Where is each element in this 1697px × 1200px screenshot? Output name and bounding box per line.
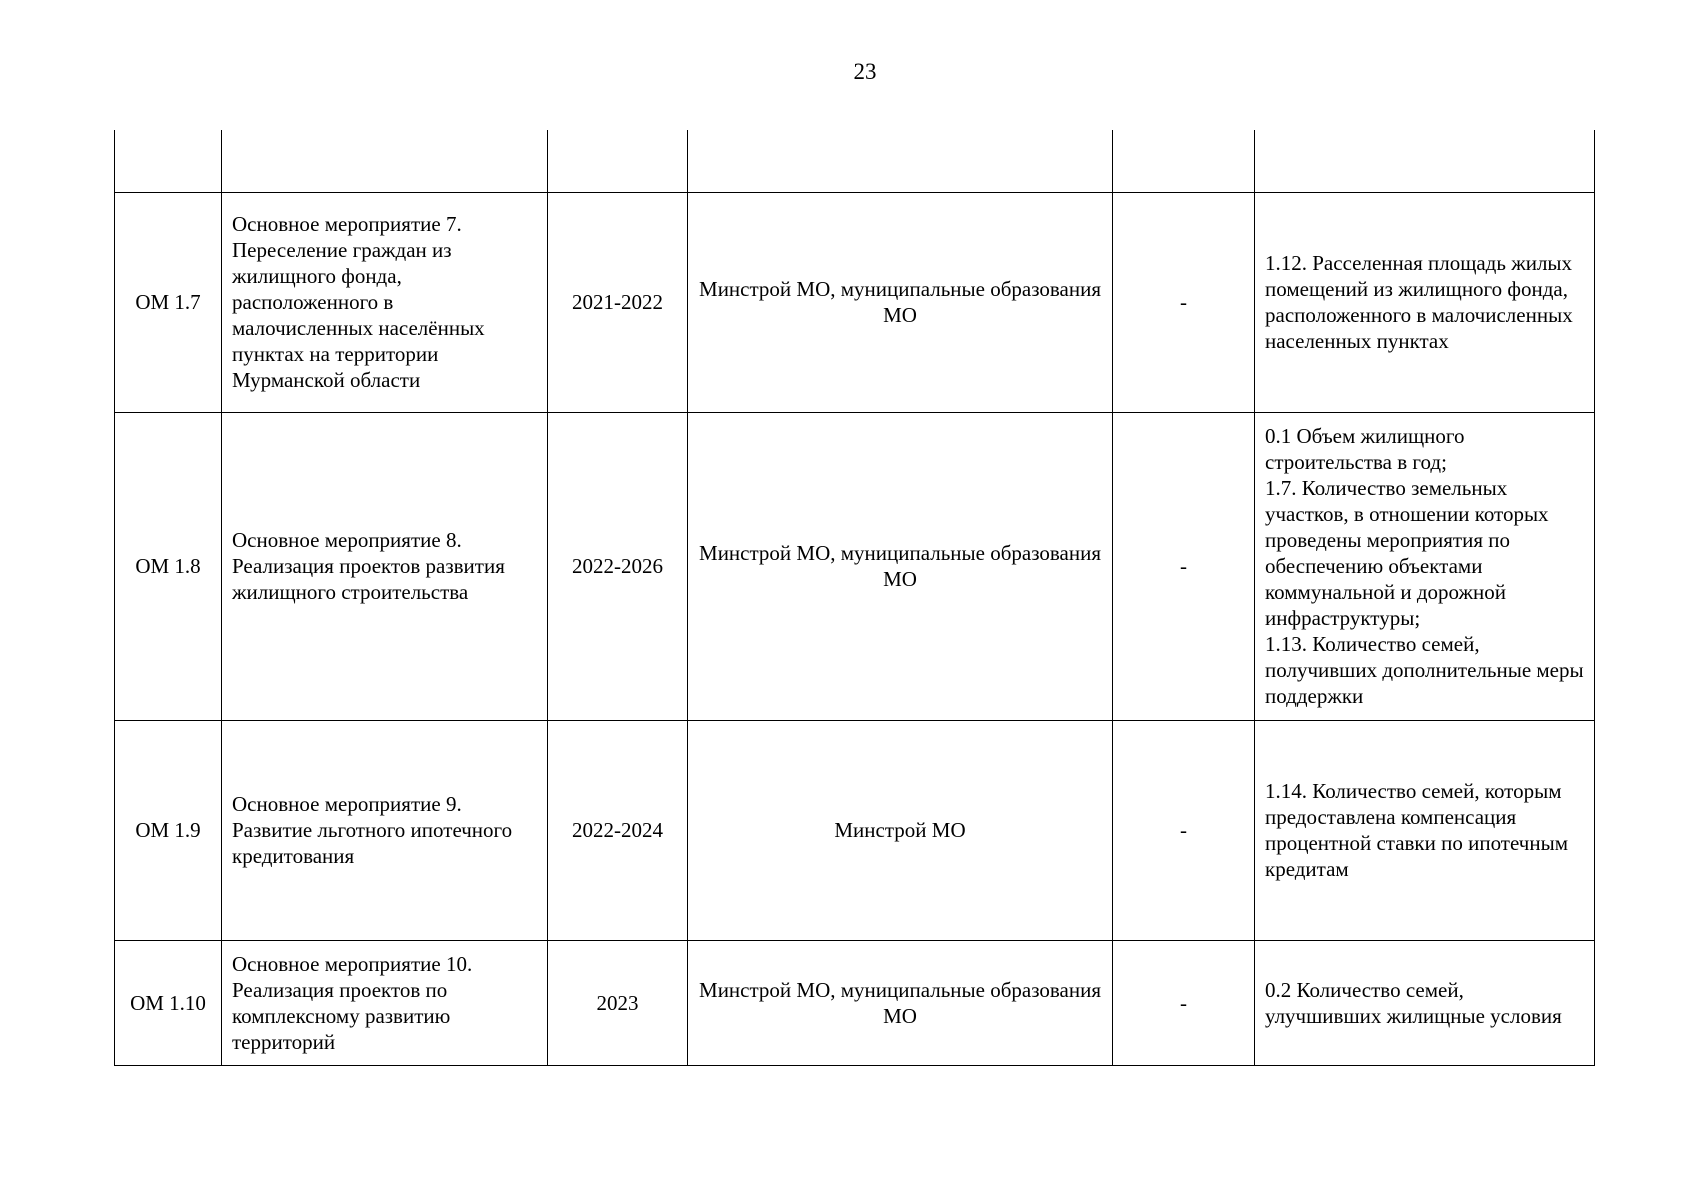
- measure-link: -: [1113, 720, 1255, 940]
- indicator-item: 1.12. Расселенная площадь жилых помещений из жилищного фонда, расположенного в малочисленных населенных пунктах: [1265, 251, 1573, 353]
- measure-code: ОМ 1.9: [115, 720, 222, 940]
- table-cell: [115, 130, 222, 192]
- table-cell: [1113, 130, 1255, 192]
- measure-link: -: [1113, 940, 1255, 1065]
- measures-table: [114, 130, 1595, 1066]
- measure-title: Основное мероприятие 7. Переселение граждан из жилищного фонда, расположенного в малочисленных населённых пунктах на территории Мурманской области: [222, 192, 548, 412]
- table-cell: [688, 130, 1113, 192]
- page-number: 23: [853, 59, 877, 84]
- measure-link: -: [1113, 412, 1255, 720]
- measure-period: 2022-2026: [548, 412, 688, 720]
- indicator-item: 0.1 Объем жилищного строительства в год;: [1265, 424, 1465, 474]
- measure-executor: Минстрой МО, муниципальные образования МО: [688, 940, 1113, 1065]
- measure-indicators: [1255, 720, 1595, 940]
- indicator-item: 1.7. Количество земельных участков, в отношении которых проведены мероприятия по обеспечению объектами коммунальной и дорожной инфраструктуры;: [1265, 476, 1549, 630]
- continuation-row: [115, 130, 1595, 192]
- measure-period: 2022-2024: [548, 720, 688, 940]
- table-row: [115, 192, 1595, 412]
- indicator-item: 0.2 Количество семей, улучшивших жилищные условия: [1265, 977, 1562, 1028]
- measure-executor: Минстрой МО, муниципальные образования МО: [688, 412, 1113, 720]
- table-row: [115, 940, 1595, 1065]
- measure-code: ОМ 1.8: [115, 412, 222, 720]
- measure-indicators: [1255, 192, 1595, 412]
- table-row: [115, 412, 1595, 720]
- measure-link: -: [1113, 192, 1255, 412]
- measure-title: Основное мероприятие 9. Развитие льготного ипотечного кредитования: [222, 720, 548, 940]
- table-row: [115, 720, 1595, 940]
- measure-executor: Минстрой МО, муниципальные образования МО: [688, 192, 1113, 412]
- indicator-item: 1.13. Количество семей, получивших дополнительные меры поддержки: [1265, 632, 1584, 708]
- measure-period: 2023: [548, 940, 688, 1065]
- measure-indicators: [1255, 412, 1595, 720]
- measure-code: ОМ 1.10: [115, 940, 222, 1065]
- table-cell: [222, 130, 548, 192]
- measure-title: Основное мероприятие 8. Реализация проектов развития жилищного строительства: [222, 412, 548, 720]
- measure-code: ОМ 1.7: [115, 192, 222, 412]
- indicator-item: 1.14. Количество семей, которым предоставлена компенсация процентной ставки по ипотечным кредитам: [1265, 779, 1568, 881]
- measure-executor: Минстрой МО: [688, 720, 1113, 940]
- table-cell: [548, 130, 688, 192]
- measure-indicators: [1255, 940, 1595, 1065]
- measure-title: Основное мероприятие 10. Реализация проектов по комплексному развитию территорий: [222, 940, 548, 1065]
- measure-period: 2021-2022: [548, 192, 688, 412]
- table-cell: [1255, 130, 1595, 192]
